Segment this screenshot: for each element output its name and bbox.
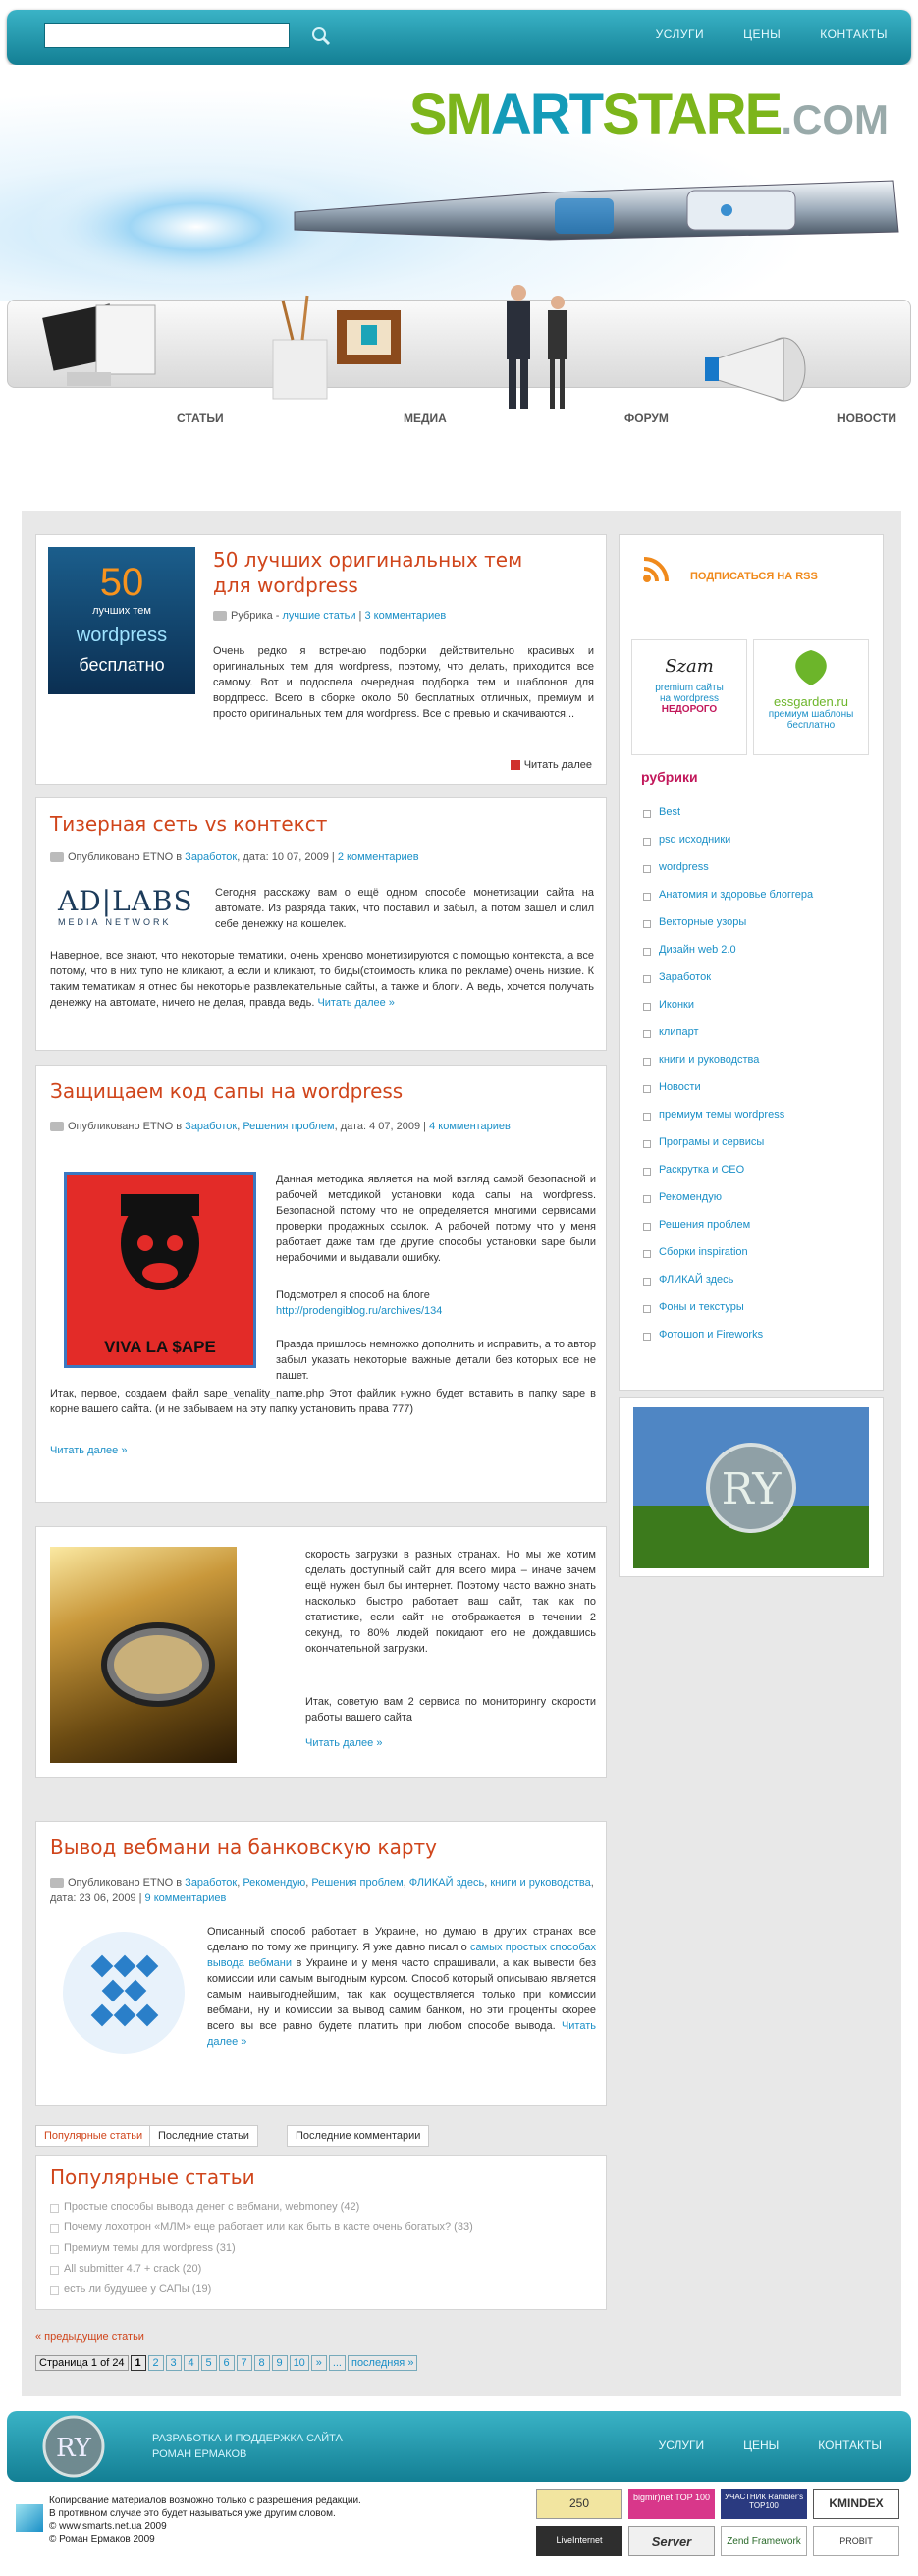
page-link[interactable]: 7 (237, 2355, 252, 2371)
post-excerpt: Описанный способ работает в Украине, но думаю в других странах все сделано по тому же принципу. Я уже давно писал о самых простых способах вывода вебмани в Украине и у меня часто спрашивали, а как вывести без комиссии или самым выгодным курсом. Способ который описываю является самым наивыгоднейшим, так как осуществляется только при комиссии вебмани, ну и комиссии за вывод самим банком, но эти проценты скорее всего вы все равно будете платить при любом способе вывода. Читать далее » (207, 1926, 596, 2048)
post-excerpt: Очень редко я встречаю подборки действительно красивых и оригинальных тем для wordpress, поэтому, что делать, приходится все самому. Вот и подоспела очередная подборка тем и шаблонов для вордпресс. Всего в сборке около 50 бесплатных отличных, премиум и просто оригинальных тем для wordpress. Все с превью и скачиваются... (213, 645, 594, 720)
post-excerpt: Подсмотрел я способ на блоге http://prodengiblog.ru/archives/134 (276, 1289, 443, 1317)
nav-services-link[interactable]: УСЛУГИ (655, 27, 705, 41)
business-people-illustration (479, 281, 597, 418)
nav-forum[interactable]: ФОРУМ (624, 411, 669, 425)
post-meta: Рубрика - лучшие статьи | 3 комментариев (213, 610, 596, 622)
tag-icon (50, 1878, 64, 1888)
rubric-link[interactable]: ФЛИКАЙ здесь (641, 1274, 877, 1301)
counter-badge[interactable]: KMINDEX (813, 2489, 899, 2519)
webmoney-logo (50, 1924, 197, 2061)
post-meta: Опубликовано ETNO в Заработок, дата: 10 07, 2009 | 2 комментариев (50, 851, 419, 863)
category-link[interactable]: Решения проблем (243, 1121, 335, 1132)
page-current: 1 (131, 2355, 146, 2371)
nav-articles[interactable]: СТАТЬИ (177, 411, 224, 425)
page-link[interactable]: 10 (290, 2355, 309, 2371)
post-excerpt: Итак, советую вам 2 сервиса по мониторингу скорости работы вашего сайта (305, 1696, 596, 1724)
post-excerpt: Сегодня расскажу вам о ещё одном способе монетизации сайта на автомате. Из разряда таких, что поставил и забыл, а потом зашел и слил себе денежку на кошелек. (215, 887, 594, 930)
site-logo[interactable]: SMARTSTARE.COM (408, 82, 889, 146)
nav-contacts-link[interactable]: КОНТАКТЫ (820, 27, 888, 41)
rubric-link[interactable]: Решения проблем (641, 1219, 877, 1246)
popular-item[interactable]: All submitter 4.7 + crack (20) (50, 2263, 473, 2283)
inline-link[interactable]: самых простых способах вывода вебмани (207, 1942, 596, 1969)
footer-bar (7, 2411, 911, 2482)
page-link[interactable]: 8 (254, 2355, 270, 2371)
pagination (35, 2355, 419, 2371)
post-card (35, 1526, 607, 1778)
popular-heading: Популярные статьи (50, 2165, 255, 2189)
rss-subscribe-link[interactable]: ПОДПИСАТЬСЯ НА RSS (690, 571, 818, 582)
post-card (35, 797, 607, 1051)
rubric-link[interactable]: Иконки (641, 999, 877, 1026)
rubric-link[interactable]: Сборки inspiration (641, 1246, 877, 1274)
svg-text:RY: RY (56, 2434, 91, 2463)
next-page-link[interactable]: » (311, 2355, 327, 2371)
post-meta: Опубликовано ETNO в Заработок, Решения проблем, дата: 4 07, 2009 | 4 комментариев (50, 1119, 596, 1134)
top-bar (7, 10, 911, 65)
post-excerpt: Данная методика является на мой взгляд самой безопасной и рабочей методикой установки кода сапы на wordpress. Безопасной потому что не определяется многими сервисами проверки продажных ссылок. А рабочей потому что у меня работает даже там где другие способы установки sape были нерабочими и выдавали ошибку. (276, 1174, 596, 1264)
monkey-illustration (67, 1175, 253, 1332)
post-card (35, 1821, 607, 2106)
popular-item[interactable]: Премиум темы для wordpress (31) (50, 2242, 473, 2263)
tag-icon (50, 1122, 64, 1131)
post-excerpt: Наверное, все знают, что некоторые тематики, очень хреново монетизируются с помощью контекста, а все потому, что в них тупо не кликают, а если и кликают, то биды(стоимость клика по рекламе) очень низкие. К таким тематикам я отнес бы некоторые развлекательные сайты, а также и блоги. А ведь, хочется получать денежку на автомате, ничего не делая, правда ведь. Читать далее » (50, 950, 594, 1009)
ry-logo-banner (633, 1407, 869, 1568)
footer-contacts-link[interactable]: КОНТАКТЫ (818, 2439, 882, 2452)
nav-news[interactable]: НОВОСТИ (837, 411, 897, 425)
rubric-link[interactable]: Дизайн web 2.0 (641, 944, 877, 971)
category-band (7, 300, 911, 425)
pen-illustration (0, 65, 918, 301)
read-more-link[interactable]: Читать далее » (305, 1737, 383, 1749)
category-link[interactable]: Решения проблем (311, 1877, 404, 1889)
sidebar-banner[interactable] (619, 1397, 884, 1577)
rubric-link[interactable]: премиум темы wordpress (641, 1109, 877, 1136)
rubric-link[interactable]: wordpress (641, 861, 877, 889)
footer-services-link[interactable]: УСЛУГИ (658, 2439, 705, 2452)
rubric-link[interactable]: Анатомия и здоровье блоггера (641, 889, 877, 916)
comments-link[interactable]: 9 комментариев (144, 1892, 227, 1904)
post-card (35, 1065, 607, 1503)
monitor-illustration (27, 296, 175, 404)
megaphone-illustration (695, 320, 813, 428)
rubric-link[interactable]: psd исходники (641, 834, 877, 861)
page-link[interactable]: 6 (219, 2355, 235, 2371)
post-image[interactable] (50, 1547, 237, 1763)
rss-icon[interactable] (641, 555, 671, 584)
category-link[interactable]: книги и руководства (490, 1877, 591, 1889)
rubric-link[interactable]: Раскрутка и СЕО (641, 1164, 877, 1191)
source-link[interactable]: http://prodengiblog.ru/archives/134 (276, 1305, 443, 1317)
ad-banner[interactable]: Szam premium сайты на wordpress НЕДОРОГО (631, 639, 747, 755)
category-link[interactable]: Заработок (185, 1121, 238, 1132)
rubric-link[interactable]: Векторные узоры (641, 916, 877, 944)
tag-icon (213, 611, 227, 621)
counter-badge[interactable]: bigmir)net TOP 100 (628, 2489, 715, 2519)
page-link[interactable]: 4 (184, 2355, 199, 2371)
post-excerpt: Правда пришлось немножко дополнить и исправить, а то автор забыл указать некоторые важные детали без которых все не пашет. (276, 1339, 596, 1382)
popular-posts (35, 2155, 607, 2310)
post-title[interactable]: Тизерная сеть vs контекст (50, 812, 328, 836)
nav-media[interactable]: МЕДИА (404, 411, 447, 425)
counter-badge[interactable]: УЧАСТНИК Rambler's TOP100 (721, 2489, 807, 2519)
counter-badge[interactable]: LiveInternet (536, 2526, 622, 2556)
nav-prices-link[interactable]: ЦЕНЫ (743, 27, 782, 41)
rubric-link[interactable]: Best (641, 806, 877, 834)
read-more-link[interactable]: Читать далее (511, 759, 592, 771)
rubric-link[interactable]: книги и руководства (641, 1054, 877, 1081)
rubrics-heading: рубрики (641, 769, 698, 785)
read-more-link[interactable]: Читать далее » (50, 1445, 128, 1456)
page-link[interactable]: 9 (272, 2355, 288, 2371)
post-card (35, 534, 607, 785)
top-nav (656, 27, 888, 41)
post-title[interactable]: Защищаем код сапы на wordpress (50, 1079, 404, 1103)
category-link[interactable]: Заработок (185, 1877, 238, 1889)
last-page-link[interactable]: последняя » (348, 2355, 417, 2371)
search-icon (307, 23, 335, 50)
rubric-link[interactable]: Новости (641, 1081, 877, 1109)
search-button[interactable] (307, 23, 335, 50)
page-ellipsis: ... (329, 2355, 346, 2371)
page-link[interactable]: 3 (166, 2355, 182, 2371)
page-link[interactable]: 5 (201, 2355, 217, 2371)
footer-nav (659, 2439, 882, 2452)
tag-icon (50, 852, 64, 862)
leaf-icon (782, 646, 840, 691)
category-link[interactable]: Рекомендую (243, 1877, 306, 1889)
mirror-illustration (50, 1547, 237, 1763)
prev-articles-link[interactable]: « предыдущие статьи (35, 2331, 144, 2343)
page-label: Страница 1 of 24 (35, 2355, 129, 2371)
rubric-link[interactable]: Фотошоп и Fireworks (641, 1329, 877, 1356)
post-meta: Опубликовано ETNO в Заработок, Рекомендую, Решения проблем, ФЛИКАЙ здесь, книги и руководства, дата: 23 06, 2009 | 9 комментариев (50, 1877, 594, 1904)
arrow-icon (511, 760, 520, 770)
copyright: Копирование материалов возможно только с разрешения редакции. В противном случае это будет называться уже другим словом. © www.smarts.net.ua 2009 © Роман Ермаков 2009 (49, 2495, 361, 2545)
rubric-link[interactable]: Рекомендую (641, 1191, 877, 1219)
read-more-link[interactable]: Читать далее » (207, 2020, 596, 2048)
adlabs-logo: AD|LABS MEDIA NETWORK (58, 885, 193, 927)
counter-badge[interactable]: Server (628, 2526, 715, 2556)
post-title[interactable]: 50 лучших оригинальных тем для wordpress (213, 548, 523, 597)
post-excerpt: Итак, первое, создаем файл sape_venality_name.php Этот файлик нужно будет вставить в папку sape в корне вашего сайта. (и не забываем на эту папку установить права 777) (50, 1388, 596, 1415)
category-link[interactable]: лучшие статьи (282, 610, 356, 622)
counters (536, 2489, 901, 2567)
read-more-link[interactable]: Читать далее » (317, 997, 395, 1009)
comments-link[interactable]: 3 комментариев (364, 610, 447, 622)
post-image[interactable]: VIVA LA $APE (64, 1172, 256, 1368)
rubric-link[interactable]: Фоны и текстуры (641, 1301, 877, 1329)
comments-link[interactable]: 2 комментариев (337, 851, 419, 863)
popular-item[interactable]: Простые способы вывода денег с вебмани, webmoney (42) (50, 2201, 473, 2221)
cube-icon (16, 2504, 43, 2532)
rubric-link[interactable]: Програмы и сервисы (641, 1136, 877, 1164)
content-area (22, 511, 901, 2396)
popular-item[interactable]: Почему лохотрон «МЛМ» еще работает или как быть в касте очень богатых? (33) (50, 2221, 473, 2242)
rubric-link[interactable]: Заработок (641, 971, 877, 999)
popular-list (50, 2201, 473, 2304)
ry-logo (42, 2415, 105, 2478)
tab-latest[interactable]: Последние статьи (149, 2125, 258, 2147)
category-link[interactable]: Заработок (185, 851, 238, 863)
counter-badge[interactable]: 250 (536, 2489, 622, 2519)
hero-banner (0, 65, 918, 301)
post-title[interactable]: Вывод вебмани на банковскую карту (50, 1836, 438, 1859)
tab-comments[interactable]: Последние комментарии (287, 2125, 429, 2147)
counter-badge[interactable]: Zend Framework (721, 2526, 807, 2556)
svg-text:RY: RY (721, 1464, 782, 1514)
popular-item[interactable]: есть ли будущее у САПы (19) (50, 2283, 473, 2304)
zam-logo: Szam (665, 656, 714, 677)
post-excerpt: скорость загрузки в разных странах. Но мы же хотим сделать доступный сайт для всего мира – иначе зачем ещё нужен был бы интернет. Поэтому часто важно знать насколько быстро работает ваш сайт, так как по статистике, если сайт не отображается в течении 2 секунд, то 80% людей покидают его не дождавшись окончательной загрузки. (305, 1549, 596, 1655)
page-link[interactable]: 2 (148, 2355, 164, 2371)
search-input[interactable] (44, 23, 290, 48)
media-illustration (263, 291, 410, 409)
sidebar (619, 534, 884, 1391)
tab-popular[interactable]: Популярные статьи (35, 2125, 151, 2147)
comments-link[interactable]: 4 комментариев (429, 1121, 511, 1132)
category-link[interactable]: ФЛИКАЙ здесь (408, 1877, 485, 1889)
post-thumbnail[interactable]: 50 лучших тем wordpress бесплатно (48, 547, 195, 694)
rubric-link[interactable]: клипарт (641, 1026, 877, 1054)
ad-banner[interactable]: essgarden.ru премиум шаблоны бесплатно (753, 639, 869, 755)
footer-credit: РАЗРАБОТКА И ПОДДЕРЖКА САЙТА РОМАН ЕРМАКОВ (152, 2433, 343, 2460)
rubrics-list (641, 806, 877, 1356)
counter-badge[interactable]: PROBIT (813, 2526, 899, 2556)
footer-prices-link[interactable]: ЦЕНЫ (743, 2439, 780, 2452)
